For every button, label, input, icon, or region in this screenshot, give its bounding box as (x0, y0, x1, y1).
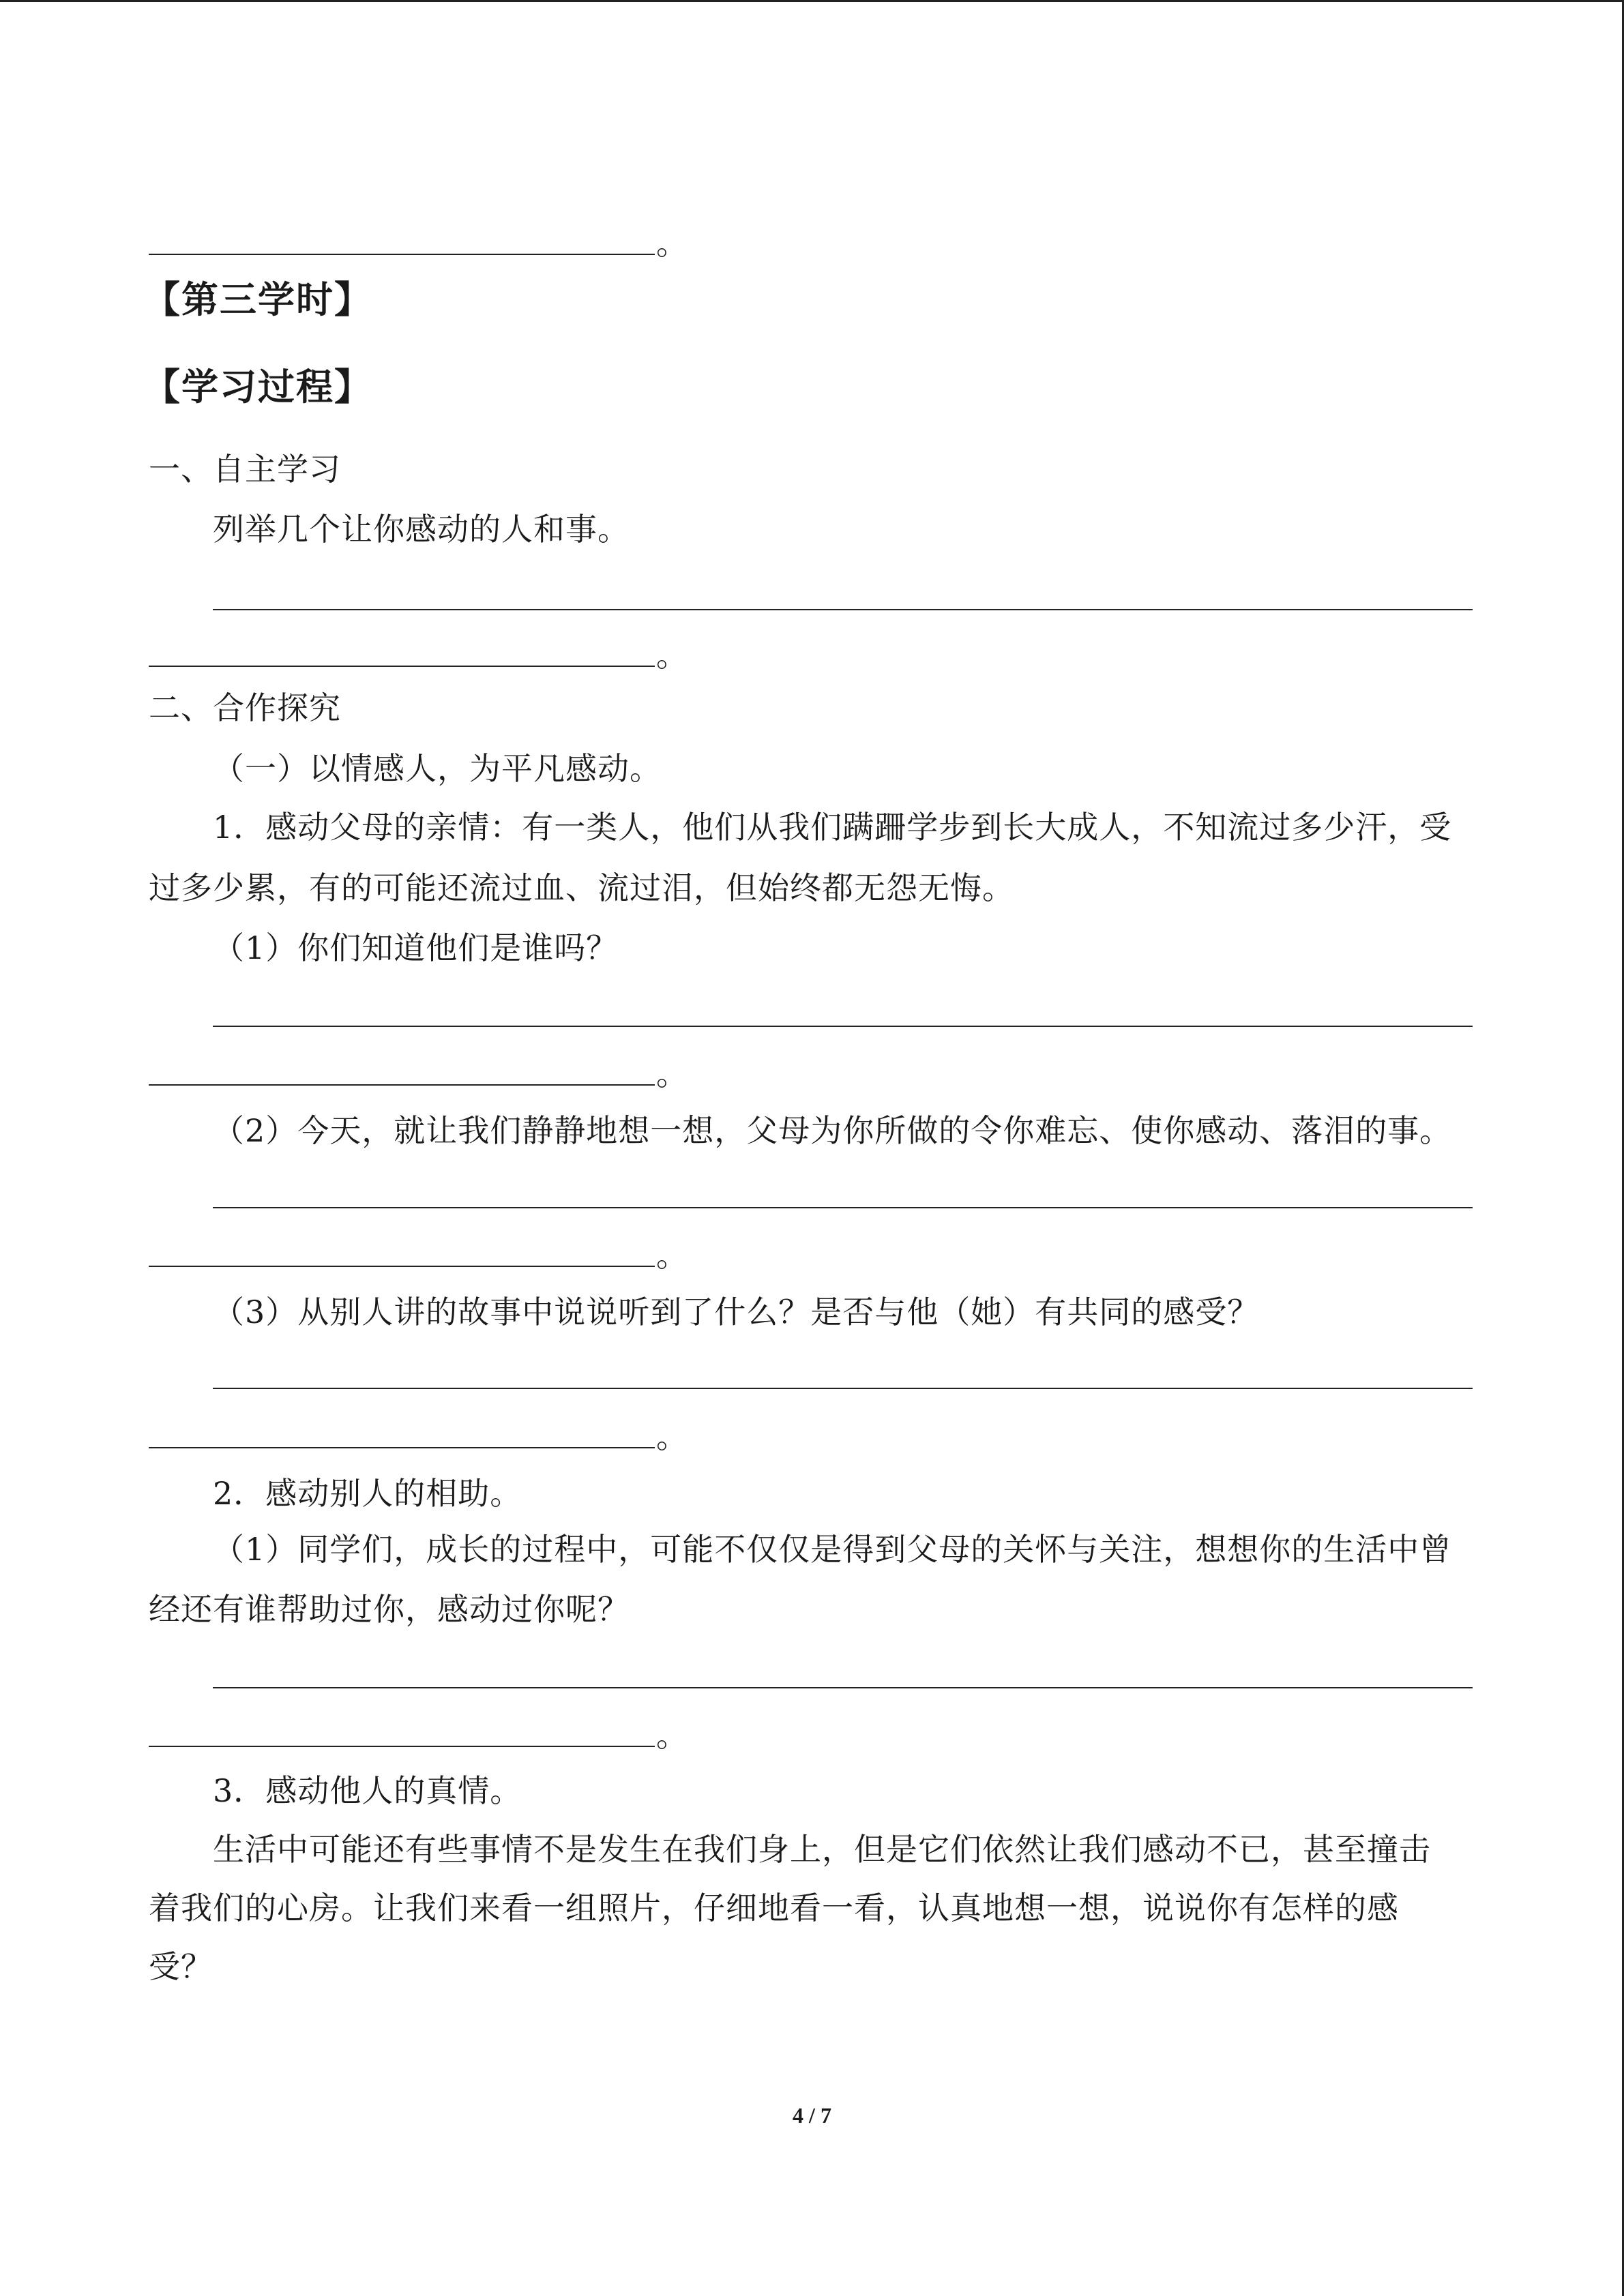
answer-blank-long[interactable] (213, 609, 1473, 610)
period-mark: 。 (656, 1056, 688, 1092)
item3-paragraph-line2: 着我们的心房。让我们来看一组照片，仔细地看一看，认真地想一想，说说你有怎样的感 (149, 1890, 1399, 1926)
answer-blank-long[interactable] (213, 1388, 1473, 1389)
answer-blank-short[interactable] (149, 1447, 655, 1448)
answer-blank-long[interactable] (213, 1687, 1473, 1688)
answer-blank-short[interactable] (149, 1266, 655, 1267)
item1-line1: 1．感动父母的亲情：有一类人，他们从我们蹒跚学步到长大成人，不知流过多少汗，受 (213, 809, 1452, 846)
section-title-self-study: 一、自主学习 (149, 451, 341, 488)
question-1-2: （2）今天，就让我们静静地想一想，父母为你所做的令你难忘、使你感动、落泪的事。 (213, 1112, 1452, 1149)
item2-title: 2．感动别人的相助。 (213, 1475, 522, 1512)
period-mark: 。 (656, 637, 688, 674)
period-mark: 。 (656, 1418, 688, 1455)
answer-blank-short[interactable] (149, 254, 655, 255)
question-2-1-line2: 经还有谁帮助过你，感动过你呢？ (149, 1591, 630, 1628)
page-number: 4 / 7 (793, 2103, 831, 2128)
answer-blank-long[interactable] (213, 1207, 1473, 1208)
section-title-cooperative: 二、合作探究 (149, 689, 341, 726)
answer-blank-short[interactable] (149, 1746, 655, 1747)
item3-title: 3．感动他人的真情。 (213, 1772, 522, 1809)
item3-paragraph-line1: 生活中可能还有些事情不是发生在我们身上，但是它们依然让我们感动不已，甚至撞击 (213, 1831, 1431, 1868)
answer-blank-short[interactable] (149, 1084, 655, 1086)
period-mark: 。 (656, 1717, 688, 1754)
question-1-3: （3）从别人讲的故事中说说听到了什么？是否与他（她）有共同的感受？ (213, 1294, 1260, 1330)
self-study-prompt: 列举几个让你感动的人和事。 (213, 511, 630, 548)
item3-paragraph-line3: 受？ (149, 1948, 213, 1985)
process-heading: 【学习过程】 (143, 365, 372, 408)
question-2-1-line1: （1）同学们，成长的过程中，可能不仅仅是得到父母的关怀与关注，想想你的生活中曾 (213, 1531, 1452, 1568)
period-heading: 【第三学时】 (143, 278, 372, 321)
item1-line2: 过多少累，有的可能还流过血、流过泪，但始终都无怨无悔。 (149, 869, 1014, 906)
answer-blank-long[interactable] (213, 1026, 1473, 1027)
answer-blank-short[interactable] (149, 666, 655, 667)
period-mark: 。 (656, 225, 688, 262)
subsection-title: （一）以情感人，为平凡感动。 (213, 750, 662, 787)
period-mark: 。 (656, 1237, 688, 1274)
question-1-1: （1）你们知道他们是谁吗？ (213, 929, 619, 966)
